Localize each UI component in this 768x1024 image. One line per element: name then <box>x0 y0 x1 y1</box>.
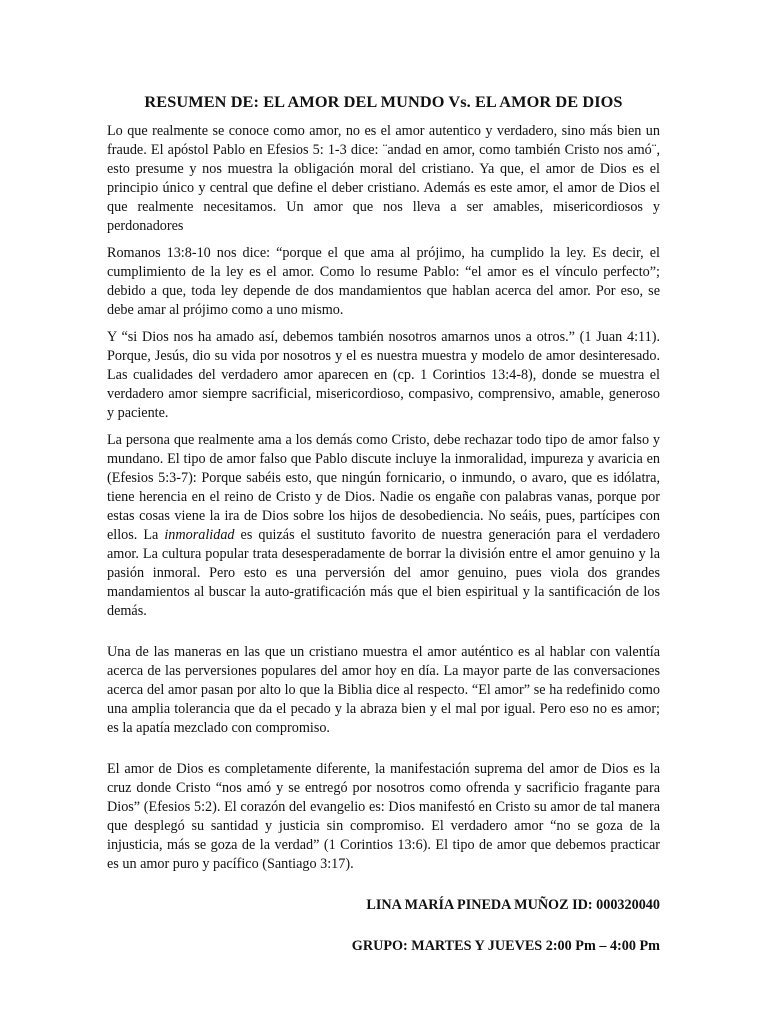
paragraph-4 <box>107 431 660 621</box>
document-title: RESUMEN DE: EL AMOR DEL MUNDO Vs. EL AMOR DE DIOS <box>144 92 623 111</box>
paragraph-4-text-after: es quizás el sustituto favorito de nuestra generación para el verdadero amor. La cultura popular trata desesperadamente de borrar la división entre el amor genuino y la pasión inmoral. Pero esto es una perversión del amor genuino, pues viola dos grandes mandamientos al buscar la auto-gratificación más que el bien espiritual y la santificación de los demás. <box>107 527 661 619</box>
paragraph-2: Romanos 13:8-10 nos dice: “porque el que ama al prójimo, ha cumplido la ley. Es decir, el cumplimiento de la ley es el amor. Como lo resume Pablo: “el amor es el vínculo perfecto”; debido a que, toda ley depende de dos mandamientos que hablan acerca del amor. Por eso, se debe amar al prójimo como a uno mismo. <box>107 245 660 318</box>
author-line: LINA MARÍA PINEDA MUÑOZ ID: 000320040 <box>366 897 660 913</box>
paragraph-5: Una de las maneras en las que un cristiano muestra el amor auténtico es al hablar con valentía acerca de las perversiones populares del amor hoy en día. La mayor parte de las conversaciones acerca del amor pasan por alto lo que la Biblia dice al respecto. “El amor” se ha redefinido como una amplia tolerancia que da el pecado y la abraza bien y el mal por igual. Pero eso no es amor; es la apatía mezclado con compromiso. <box>107 644 660 736</box>
group-line: GRUPO: MARTES Y JUEVES 2:00 Pm – 4:00 Pm <box>351 938 660 954</box>
paragraph-6: El amor de Dios es completamente diferente, la manifestación suprema del amor de Dios es la cruz donde Cristo “nos amó y se entregó por nosotros como ofrenda y sacrificio fragante para Dios” (Efesios 5:2). El corazón del evangelio es: Dios manifestó en Cristo su amor de tal manera que desplegó su santidad y justicia sin compromiso. El verdadero amor “no se goza de la injusticia, más se goza de la verdad” (1 Corintios 13:6). El tipo de amor que debemos practicar es un amor puro y pacífico (Santiago 3:17). <box>107 761 660 872</box>
paragraph-1: Lo que realmente se conoce como amor, no es el amor autentico y verdadero, sino más bien un fraude. El apóstol Pablo en Efesios 5: 1-3 dice: ¨andad en amor, como también Cristo nos amó¨, esto presume y nos muestra la obligación moral del cristiano. Ya que, el amor de Dios es el principio único y central que define el deber cristiano. Además es este amor, el amor de Dios el que realmente necesitamos. Un amor que nos lleva a ser amables, misericordiosos y perdonadores <box>107 123 660 234</box>
paragraph-4-text-before: La persona que realmente ama a los demás como Cristo, debe rechazar todo tipo de amor falso y mundano. El tipo de amor falso que Pablo discute incluye la inmoralidad, impureza y avaricia en (Efesios 5:3-7): Porque sabéis esto, que ningún fornicario, o inmundo, o avaro, que es idólatra, tiene herencia en el reino de Cristo y de Dios. Nadie os engañe con palabras vanas, porque por estas cosas viene la ira de Dios sobre los hijos de desobediencia. No seáis, pues, partícipes con ellos. La <box>107 432 660 543</box>
paragraph-4-italic-term: inmoralidad <box>164 527 235 543</box>
paragraph-3: Y “si Dios nos ha amado así, debemos también nosotros amarnos unos a otros.” (1 Juan 4:11). Porque, Jesús, dio su vida por nosotros y el es nuestra muestra y modelo de amor desinteresado. Las cualidades del verdadero amor aparecen en (cp. 1 Corintios 13:4-8), donde se muestra el verdadero amor siempre sacrificial, misericordioso, compasivo, comprensivo, amable, generoso y paciente. <box>107 329 660 421</box>
document-page <box>107 92 660 956</box>
